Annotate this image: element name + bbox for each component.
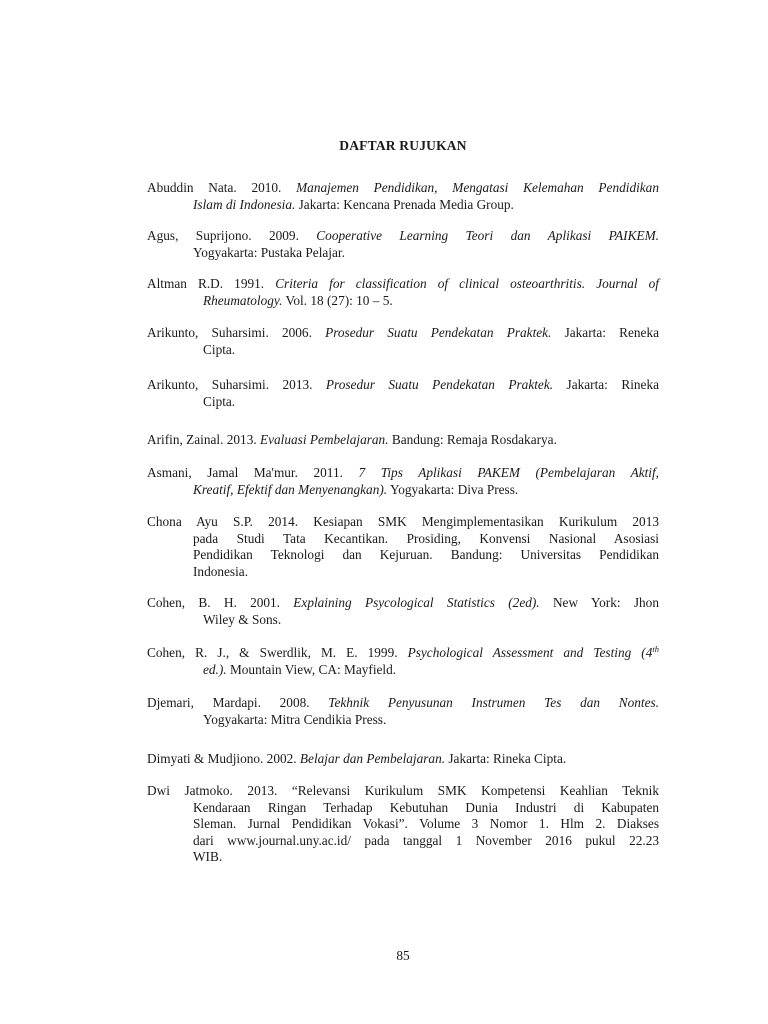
reference-line: Djemari, Mardapi. 2008. Tekhnik Penyusunan Instrumen Tes dan Nontes.: [147, 695, 659, 710]
reference-item: [147, 228, 659, 261]
reference-line: Yogyakarta: Pustaka Pelajar.: [193, 244, 345, 260]
reference-line: Arifin, Zainal. 2013. Evaluasi Pembelajaran. Bandung: Remaja Rosdakarya.: [147, 432, 557, 447]
reference-line: Cohen, R. J., & Swerdlik, M. E. 1999. Psychological Assessment and Testing (4th: [147, 644, 660, 660]
reference-item: [147, 695, 659, 728]
reference-item: [147, 432, 659, 449]
reference-item: [147, 595, 659, 628]
reference-line: Altman R.D. 1991. Criteria for classification of clinical osteoarthritis. Journal of: [147, 276, 659, 291]
reference-line: pada Studi Tata Kecantikan. Prosiding, Konvensi Nasional Asosiasi: [193, 530, 659, 546]
reference-item: [147, 377, 659, 410]
reference-item: [147, 325, 659, 358]
reference-item: [147, 276, 659, 309]
reference-line: Dwi Jatmoko. 2013. “Relevansi Kurikulum SMK Kompetensi Keahlian Teknik: [147, 783, 659, 798]
reference-line: Agus, Suprijono. 2009. Cooperative Learning Teori dan Aplikasi PAIKEM.: [147, 228, 659, 243]
page-title: DAFTAR RUJUKAN: [339, 138, 467, 153]
reference-line: Cohen, B. H. 2001. Explaining Psycological Statistics (2ed). New York: Jhon: [147, 595, 659, 610]
reference-line: Chona Ayu S.P. 2014. Kesiapan SMK Mengimplementasikan Kurikulum 2013: [147, 514, 659, 529]
reference-line: ed.). Mountain View, CA: Mayfield.: [203, 661, 397, 677]
reference-item: [147, 783, 659, 866]
reference-line: WIB.: [193, 849, 223, 865]
reference-line: Kendaraan Ringan Terhadap Kebutuhan Dunia Industri di Kabupaten: [193, 799, 659, 815]
reference-line: Abuddin Nata. 2010. Manajemen Pendidikan, Mengatasi Kelemahan Pendidikan: [147, 180, 659, 195]
reference-line: Arikunto, Suharsimi. 2013. Prosedur Suatu Pendekatan Praktek. Jakarta: Rineka: [147, 377, 659, 392]
reference-line: Indonesia.: [193, 563, 249, 579]
reference-line: Arikunto, Suharsimi. 2006. Prosedur Suatu Pendekatan Praktek. Jakarta: Reneka: [147, 325, 659, 340]
reference-line: dari www.journal.uny.ac.id/ pada tanggal 1 November 2016 pukul 22.23: [193, 832, 659, 848]
reference-line: Rheumatology. Vol. 18 (27): 10 – 5.: [203, 292, 393, 308]
reference-line: Islam di Indonesia. Jakarta: Kencana Prenada Media Group.: [193, 196, 514, 212]
reference-line: Dimyati & Mudjiono. 2002. Belajar dan Pembelajaran. Jakarta: Rineka Cipta.: [147, 751, 567, 766]
reference-item: [147, 180, 659, 213]
reference-item: [147, 514, 659, 580]
reference-line: Wiley & Sons.: [203, 611, 282, 627]
reference-line: Sleman. Jurnal Pendidikan Vokasi”. Volume 3 Nomor 1. Hlm 2. Diakses: [193, 816, 659, 832]
reference-item: [147, 465, 659, 498]
reference-line: Cipta.: [203, 393, 236, 409]
reference-line: Asmani, Jamal Ma'mur. 2011. 7 Tips Aplikasi PAKEM (Pembelajaran Aktif,: [147, 465, 659, 480]
reference-item: [147, 751, 659, 768]
reference-item: [147, 645, 659, 678]
reference-line: Yogyakarta: Mitra Cendikia Press.: [203, 711, 387, 727]
page-number: 85: [396, 948, 410, 963]
reference-line: Cipta.: [203, 341, 236, 357]
reference-line: Pendidikan Teknologi dan Kejuruan. Bandung: Universitas Pendidikan: [193, 547, 659, 563]
reference-line: Kreatif, Efektif dan Menyenangkan). Yogyakarta: Diva Press.: [193, 481, 519, 497]
